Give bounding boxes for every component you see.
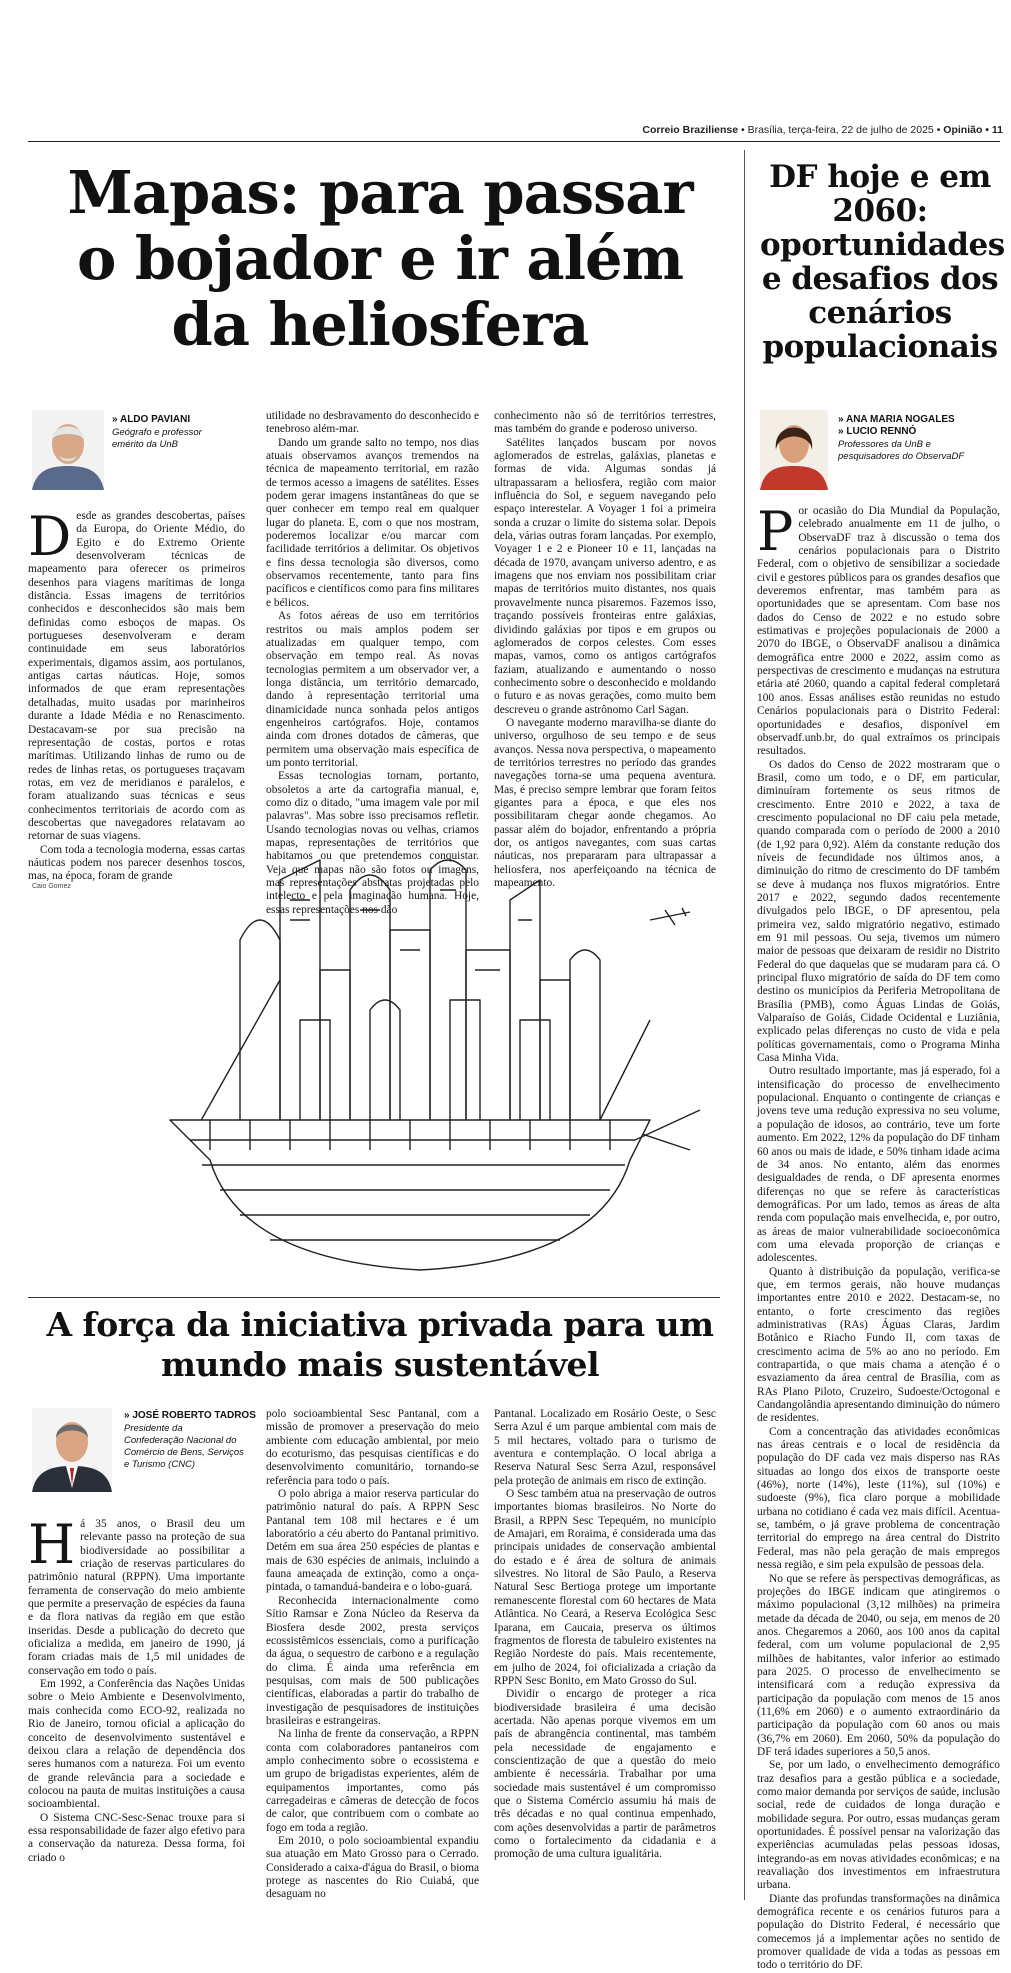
- article3-column-1: [28, 1513, 245, 1888]
- author-block-tadros: [32, 1408, 256, 1498]
- paragraph: No que se refere às perspectivas demográficas, as projeções do IBGE indicam que atingiremos o máximo populacional (3,12 milhões) na primeira metade da década de 2040, ou seja, em menos de 20 anos. Chegaremos a 2060, aos 100 anos da capital federal, com um volume populacional de 2,95 milhões de habitantes, valor inferior ao estimado para 2025. O processo de envelhecimento se intensificará com a redução expressiva da participação da população com menos de 15 anos (11,6% em 2060) e o aumento extraordinário da participação da população com 60 anos ou mais (36,7% em 2060). Em 2060, 50% da população do DF terá idades superiores a 50,5 anos.: [757, 1572, 1000, 1758]
- column-divider: [744, 150, 745, 1900]
- article3-column-3: [494, 1408, 716, 1888]
- issue-date: • Brasília, terça-feira, 22 de julho de 2025 •: [740, 124, 941, 136]
- author-role: Geógrafo e professor emérito da UnB: [112, 427, 202, 450]
- paragraph: Com a concentração das atividades econômicas nas áreas centrais e o local de residência da população do DF cada vez mais disperso nas RAs situadas ao longo dos eixos de transporte oeste (46%), norte (14%), leste (11%), sul (10%) e sudoeste (9%), fica claro porque a mobilidade urbana no cotidiano é cada vez mais difícil. Acentua-se, também, o já grave problema de concentração territorial do emprego na área central do Distrito Federal, mas não pela geração de mais empregos nessa região, e sim pela expulsão de pessoas dela.: [757, 1425, 1000, 1572]
- ship-city-illustration-icon: [130, 820, 710, 1290]
- section-page: Opinião • 11: [943, 124, 1003, 136]
- paragraph: or ocasião do Dia Mundial da População, celebrado anualmente em 11 de julho, o ObservaDF traz à discussão o tema dos cenários populacionais para o Distrito Federal, com o objetivo de sensibilizar a sociedade civil e gestores públicos para os grandes desafios que deveremos enfrentar, mas também para as oportunidades que se apresentam. Com base nos dados do Censo de 2022 e no estudo sobre estimativas e projeções populacionais de 2000 a 2070 do IBGE, o ObservaDF analisou a dinâmica demográfica entre 2000 e 2022, assim como as perspectivas de crescimento e mudanças na estrutura etária até 2060, quando a capital federal completará 100 anos. Essas análises estão reunidas no estudo Cenários populacionais para o Distrito Federal: oportunidades e desafios, disponível em observadf.unb.br, do qual extraímos os principais resultados.: [757, 505, 1000, 758]
- paragraph: Dividir o encargo de proteger a rica biodiversidade brasileira é uma decisão acertada. Não apenas porque vivemos em um país de abrangência continental, mas também pela necessidade de engajamento e conscientização de que a questão do meio ambiente é necessária. Trabalhar por uma sociedade mais sustentável é um compromisso que o Sistema Comércio assumiu há mais de três décadas e no qual continua empenhado, com ações desenvolvidas a partir de parâmetros como o fortalecimento da cidadania e a promoção de uma cultura igualitária.: [494, 1688, 716, 1861]
- paragraph: O Sistema CNC-Sesc-Senac trouxe para si essa responsabilidade de fazer algo efetivo para a conservação da natureza. Dessa forma, foi criado o: [28, 1811, 245, 1864]
- article3-column-2: [266, 1408, 479, 1901]
- article3-headline: A força da iniciativa privada para um mundo mais sustentável: [46, 1305, 714, 1384]
- paragraph: O polo abriga a maior reserva particular do patrimônio natural do país. A RPPN Sesc Pantanal tem 108 mil hectares e é um laboratório a céu aberto do Pantanal primitivo. Detém em sua área 250 espécies de plantas e mais de 630 espécies de animais, incluindo a fauna ameaçada de extinção, como a onça-pintada, o tamanduá-bandeira e o lobo-guará.: [266, 1488, 479, 1594]
- paragraph: Satélites lançados buscam por novos aglomerados de estrelas, galáxias, planetas e formas de vida. Algumas sondas já ultrapassaram a heliosfera, região com maior influência do Sol, e seguem navegando pelo espaço interestelar. A Voyager 1 foi a primeira sonda a cruzar o limite do sistema solar. Depois dela, várias outras foram lançadas. Por exemplo, Voyager 1 e 2 e Pioneer 10 e 11, lançadas na década de 1970, avançam universo adentro, e as imagens que nos enviam nos possibilitam criar mapas de territórios muito distantes, nos quais provavelmente nunca pisaremos. Fazemos isso, traçando possíveis fronteiras entre galáxias, dividindo galáxias por tipos e em grupos ou aglomerados de corpos celestes. Com esses mapas, vamos, como os antigos cartógrafos faziam, atualizando e aumentando o nosso conhecimento sobre o desconhecido e moldando o futuro e as novas gerações, como muito bem descreveu o grande astrônomo Carl Sagan.: [494, 436, 716, 716]
- paragraph: Diante das profundas transformações na dinâmica demográfica recente e os cenários futuros para a população do Distrito Federal, é necessário que comecemos já a implementar ações no sentido de promover qualidade de vida a todas as pessoas em todo o território do DF.: [757, 1892, 1000, 1972]
- paragraph: O navegante moderno maravilha-se diante do universo, orgulhoso de seu tempo e de seus avanços. Nessa nova perspectiva, o mapeamento de territórios terrestres no período das grandes navegações torna-se uma pequena aventura. Mas, é preciso sempre lembrar que foram feitos gigantes para a época, e que eles nos possibilitaram chegar aonde chegamos. Ao passar além do bojador, enfrentando a própria dor, os antigos navegantes, com suas cartas náuticas, nos prepararam para ultrapassar a heliosfera, nos aperfeiçoando na técnica de mapeamento.: [494, 716, 716, 890]
- paragraph: As fotos aéreas de uso em territórios restritos ou mais amplos podem ser atualizadas em qualquer tempo, com observação em tempo real. As novas tecnologias permitem a um observador ver, a longa distância, um território demarcado, dando à representação territorial uma dinamicidade nunca sonhada pelos antigos engenheiros cartógrafos. Hoje, contamos ainda com drones dotados de câmeras, que permitem uma observação mais específica de um ponto territorial.: [266, 610, 479, 769]
- illustration-credit: Caio Gomez: [32, 883, 71, 890]
- paragraph: Em 1992, a Conferência das Nações Unidas sobre o Meio Ambiente e Desenvolvimento, mais conhecida como ECO-92, realizada no Rio de Janeiro, tornou oficial a aplicação do conceito de desenvolvimento sustentável e deixou clara a relação de dependência dos seres humanos com a natureza. Foi um evento de grande relevância para a sociedade e colocou na pauta de muitas instituições a causa socioambiental.: [28, 1678, 245, 1811]
- author-photo-icon: [760, 410, 828, 490]
- author-photo-icon: [32, 1408, 112, 1492]
- paragraph: O Sesc também atua na preservação de outros importantes biomas brasileiros. No Norte do Brasil, a RPPN Sesc Tepequém, no município de Amajari, em Roraima, é considerada uma das principais unidades de conservação ambiental do estado e é área de soltura de animais silvestres. No litoral de São Paulo, a Reserva Natural Sesc Bertioga protege um importante remanescente florestal com 60 hectares de Mata Atlântica. No Ceará, a Reserva Ecológica Sesc Iparana, em Caucaia, preserva os últimos fragmentos de floresta de tabuleiro existentes na Região Nordeste do país. Mais recentemente, em julho de 2024, foi oficializada a criação da RPPN Sesc Bonito, em Mato Grosso do Sul.: [494, 1488, 716, 1687]
- author-block-nogales-renno: [760, 410, 1000, 500]
- paragraph: Pantanal. Localizado em Rosário Oeste, o Sesc Serra Azul é um parque ambiental com mais de 5 mil hectares, voltado para o turismo de aventura e contemplação. O local abriga a Reserva Natural Sesc Serra Azul, responsável pela proteção de animais em risco de extinção.: [494, 1408, 716, 1487]
- article1-column-2: [266, 410, 479, 916]
- main-headline: Mapas: para passar o bojador e ir além da heliosfera: [67, 158, 693, 359]
- paragraph: conhecimento não só de territórios terrestres, mas também do grande e poderoso universo.: [494, 410, 716, 436]
- paragraph: Na linha de frente da conservação, a RPPN conta com colaboradores pantaneiros com amplo conhecimento sobre o ecossistema e um grupo de brigadistas experientes, além de equipamentos importantes, como pás carregadeiras e câmeras de detecção de focos de calor, que contribuem com o combate ao fogo em toda a região.: [266, 1728, 479, 1834]
- author-role: Professores da UnB e pesquisadores do ObservaDF: [838, 439, 965, 462]
- paragraph: á 35 anos, o Brasil deu um relevante passo na proteção de sua biodiversidade ao possibilitar a criação de reservas particulares do patrimônio natural (RPPN). Uma importante ferramenta de conservação do meio ambiente que permite a preservação de espécies da fauna e da flora nativas da região em que estão inseridas. Desde a publicação do decreto que oficializa a medida, em janeiro de 1990, já foram criadas mais de 1,5 mil unidades de conservação em todo o país.: [28, 1518, 245, 1677]
- author-photo-icon: [32, 410, 104, 490]
- paragraph: Essas tecnologias tornam, portanto, obsoletos a arte da cartografia manual, e, como diz o ditado, "uma imagem vale por mil palavras". Mas sobre isso precisamos refletir. Usando tecnologias novas ou velhas, criamos mapas, representações de territórios que habitamos ou que pretendemos conquistar. Veja que mapas não são fotos ou imagens, mas representações abstratas projetadas pelo intelecto e pela imaginação humana. Hoje, essas representações nos dão: [266, 770, 479, 916]
- paragraph: Com toda a tecnologia moderna, essas cartas náuticas podem nos parecer desenhos toscos, mas, na época, foram de grande: [28, 843, 245, 883]
- dropcap: H: [28, 1513, 76, 1576]
- newspaper-name: Correio Braziliense: [642, 124, 739, 136]
- paragraph: Em 2010, o polo socioambiental expandiu sua atuação em Mato Grosso para o Cerrado. Considerado a caixa-d'água do Brasil, o bioma protege as nascentes do Rio Cuiabá, que desaguam no: [266, 1835, 479, 1901]
- paragraph: utilidade no desbravamento do desconhecido e tenebroso além-mar.: [266, 410, 479, 436]
- article1-column-3: [494, 410, 716, 890]
- article1-column-1: [28, 505, 245, 883]
- paragraph: Quanto à distribuição da população, verifica-se que, em termos gerais, não houve mudanças importantes entre 2010 e 2022. Destacam-se, no entanto, o forte crescimento das regiões administrativas (RAs) Águas Claras, Jardim Botânico e Riacho Fundo II, com taxas de crescimento acima de 5% ao ano no período. Em contrapartida, o que mais chama a atenção é o esvaziamento da área central de Brasília, com as RAs Plano Piloto, Cruzeiro, Sudoeste/Octogonal e Candangolândia apresentando diminuição do número de residentes.: [757, 1265, 1000, 1425]
- author-name: » JOSÉ ROBERTO TADROS: [124, 1410, 256, 1421]
- author-name: » ANA MARIA NOGALES: [838, 414, 955, 425]
- author-name: » LUCIO RENNÓ: [838, 426, 917, 437]
- dropcap: D: [28, 505, 72, 568]
- paragraph: polo socioambiental Sesc Pantanal, com a missão de promover a preservação do meio ambiente com educação ambiental, por meio do ecoturismo, das pesquisas científicas e do desenvolvimento comunitário, tornando-se referência para todo o país.: [266, 1408, 479, 1487]
- running-head: [0, 124, 1003, 136]
- author-name: » ALDO PAVIANI: [112, 414, 191, 425]
- paragraph: Reconhecida internacionalmente como Sítio Ramsar e Zona Núcleo da Reserva da Biosfera desde 2002, presta serviços ecossistêmicos essenciais, como a purificação da água, o sequestro de carbono e a regulação do clima. É ainda uma referência em pesquisas, com mais de 500 publicações científicas, elaboradas a partir do trabalho de investigação de pesquisadores de instituições brasileiras e estrangeiras.: [266, 1594, 479, 1727]
- dropcap: P: [757, 500, 794, 563]
- author-role: Presidente da Confederação Nacional do Comércio de Bens, Serviços e Turismo (CNC): [124, 1423, 244, 1470]
- paragraph: Outro resultado importante, mas já esperado, foi a intensificação do processo de envelhecimento populacional. Enquanto o contingente de crianças e jovens teve uma redução expressiva no seu volume, a população de idosos, ao contrário, teve um forte aumento. Em 2022, 12% da população do DF tinham 60 anos ou mais de idade, e 50% tinham idade acima de 34 anos. No entanto, além das enormes desigualdades de renda, o DF apresenta enormes diferenças no que se refere às características demográficas. Por um lado, temos as áreas de alta renda com população mais envelhecida, e, por outro, as áreas de maior vulnerabilidade socioeconômica com uma elevada proporção de crianças e adolescentes.: [757, 1065, 1000, 1265]
- top-rule: [28, 141, 1000, 142]
- paragraph: Se, por um lado, o envelhecimento demográfico traz desafios para a gestão pública e a sociedade, como maior demanda por serviços de saúde, inclusão social, rede de cuidados de longa duração e mobilidade segura. Por outro, essas mudanças geram oportunidades. É possível pensar na valorização das experiências acumuladas pelas pessoas idosas, integrando-as em novas atividades econômicas; e na reavaliação dos investimentos em infraestrutura urbana.: [757, 1759, 1000, 1892]
- paragraph: esde as grandes descobertas, países da Europa, do Oriente Médio, do Egito e do Extremo Oriente desenvolveram técnicas de mapeamento para oferecer os primeiros desenhos para viagens marítimas de longa distância. Essas imagens de territórios conhecidos e desconhecidos são mais bem definidas como esboços de mapas. Os portugueses desenvolveram e deram continuidade em seus laboratórios experimentais, digamos assim, aos portulanos, antigas cartas náuticas. Hoje, somos informados de que eram representações detalhadas, muito usadas por marinheiros durante a Idade Média e no Renascimento. Destacavam-se por sua precisão na representação de costas, portos e rotas marítimas. Utilizando linhas de rumo ou de redes de linhas retas, os portugueses traçavam rotas, em vez de meridianos e paralelos, e foram atualizando suas técnicas e seus conhecimentos territoriais de acordo com as descobertas que navegadores relatavam ao retornar de suas viagens.: [28, 510, 245, 843]
- paragraph: Os dados do Censo de 2022 mostraram que o Brasil, como um todo, e o DF, em particular, diminuíram fortemente os seus ritmos de crescimento. Entre 2010 e 2022, a taxa de crescimento populacional no DF caiu pela metade, quando comparada com o período de 2000 a 2010 (de 1,92 para 0,92). Além da constante redução dos níveis de fecundidade nos últimos anos, a diminuição do ritmo de crescimento do DF também se deve à mudança nos fluxos migratórios. Entre 2017 e 2022, segundo dados recentemente divulgados pelo IBGE, o DF apresentou, pela primeira vez, saldo migratório negativo, estimado em 91 mil pessoas. Ou seja, tivemos um número maior de pessoas que deixaram de residir no Distrito Federal do que daquelas que se mudaram para cá. O principal fluxo migratório de saída do DF tem como destino os municípios da Periferia Metropolitana de Brasília (PMB), como Águas Lindas de Goiás, Valparaíso de Goiás, Cidade Ocidental e Luziânia, explicado pelas diferenças no custo de vida e pela políticas governamentais, como o Programa Minha Casa Minha Vida.: [757, 758, 1000, 1065]
- article2-column: [757, 500, 1000, 1972]
- article2-headline: DF hoje e em 2060: oportunidades e desafios dos cenários populacionais: [760, 159, 1005, 365]
- paragraph: Dando um grande salto no tempo, nos dias atuais observamos avanços tremendos na técnica de mapeamento territorial, em razão de termos acesso a imagens de satélites. Esses podem gerar imagens instantâneas do que se quer conhecer em tempo real em qualquer lugar do planeta. E, com o que nos mostram, poderemos localizar e/ou marcar com facilidade territórios a delimitar. Os objetivos e fins dessa tecnologia são diversos, como observamos recentemente, tanto para fins pacíficos e científicos como para fins militares e bélicos.: [266, 436, 479, 609]
- section-rule: [28, 1297, 720, 1298]
- author-block-paviani: [32, 410, 232, 500]
